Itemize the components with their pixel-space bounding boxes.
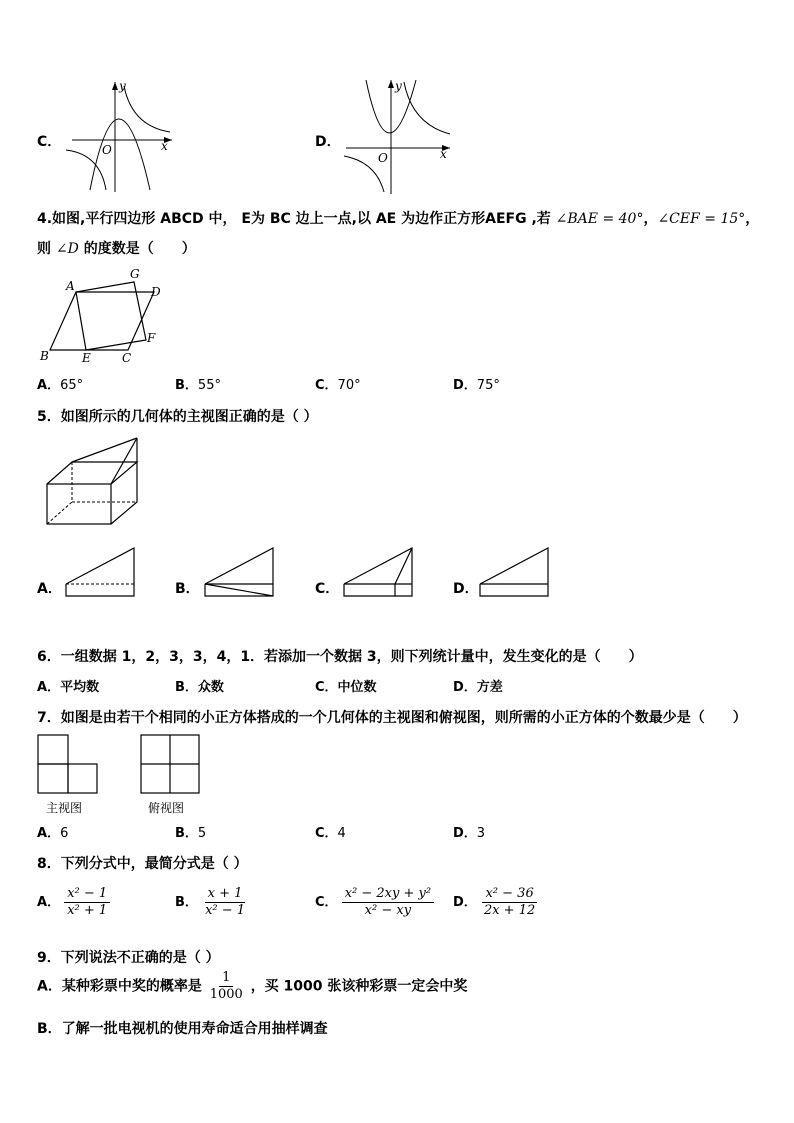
q6-stem: 6．一组数据 1，2，3，3，4，1．若添加一个数据 3，则下列统计量中，发生变化的是（ ）	[37, 649, 643, 665]
option-label: A．	[37, 378, 61, 393]
option-text: 6	[60, 826, 69, 841]
q3-option-c-label: C．	[37, 134, 62, 150]
option-label: D．	[453, 378, 477, 393]
q5-stem: 5．如图所示的几何体的主视图正确的是（ ）	[37, 409, 318, 425]
option-a-suffix: ，买 1000 张该种彩票一定会中奖	[250, 978, 468, 995]
q4-sep: ，	[643, 211, 658, 227]
q5-option-c-label: C．	[315, 581, 340, 597]
option-text: 65°	[60, 378, 84, 393]
q5-solid-figure	[44, 436, 144, 528]
q4-angle-cef: ∠CEF = 15°	[657, 211, 746, 227]
q6-option-c[interactable]	[315, 676, 377, 695]
q7-stem: 7．如图是由若干个相同的小正方体搭成的一个几何体的主视图和俯视图，则所需的小正方体的个数最少是（ ）	[37, 710, 747, 726]
q9-option-b[interactable]: B．了解一批电视机的使用寿命适合用抽样调查	[37, 1021, 328, 1037]
fraction	[64, 886, 110, 919]
q7-option-a[interactable]	[37, 822, 68, 841]
q6-option-d[interactable]	[453, 676, 503, 695]
q3-c-origin-label: O	[102, 143, 112, 157]
denominator: x² − 1	[205, 903, 246, 918]
q4-option-d[interactable]	[453, 374, 500, 393]
q4-label-g: G	[130, 267, 140, 281]
q3-graph-d	[338, 76, 460, 196]
option-label: D．	[453, 826, 477, 841]
denominator: 1000	[209, 987, 243, 1002]
q9-option-a[interactable]	[37, 970, 467, 1003]
option-label: B．	[175, 378, 198, 393]
q5-option-b-label: B．	[175, 581, 200, 597]
q5-option-d-label: D．	[453, 581, 479, 597]
q3-d-x-label: x	[440, 147, 447, 161]
q4-label-b: B	[40, 349, 49, 363]
q5-option-c-view[interactable]	[342, 546, 414, 598]
option-text: 方差	[476, 680, 503, 695]
q6-option-a[interactable]	[37, 676, 99, 695]
q3-graph-c	[60, 78, 185, 196]
option-label: C．	[315, 895, 338, 910]
numerator: x + 1	[205, 886, 246, 903]
q7-option-d[interactable]	[453, 822, 485, 841]
q7-front-view-caption: 主视图	[46, 801, 83, 815]
numerator: x² − 1	[64, 886, 110, 903]
q7-front-view	[37, 734, 99, 796]
fraction	[481, 886, 538, 919]
q8-option-a[interactable]	[37, 886, 110, 919]
option-label: B．	[175, 826, 198, 841]
q4-angle-d: ∠D	[55, 241, 79, 257]
option-text: 5	[197, 826, 207, 841]
q5-option-d-view[interactable]	[478, 546, 550, 598]
q4-label-c: C	[122, 351, 132, 365]
q4-stem-part3: 的度数是（ ）	[83, 241, 196, 257]
denominator: x² − xy	[364, 903, 412, 918]
q4-stem-part1: 4.如图,平行四边形 ABCD 中， E为 BC 边上一点,以 AE 为边作正方形AEFG ,若	[37, 211, 551, 227]
option-text: 75°	[476, 378, 500, 393]
option-text: 3	[476, 826, 486, 841]
option-a-prefix: A．某种彩票中奖的概率是	[37, 978, 202, 995]
option-text: 平均数	[60, 680, 100, 695]
q4-stem	[37, 208, 759, 228]
q4-label-d: D	[151, 285, 161, 299]
option-text: 4	[337, 826, 346, 841]
q4-label-a: A	[66, 279, 75, 293]
q7-top-view-caption: 俯视图	[148, 801, 185, 815]
q8-stem: 8．下列分式中，最简分式是（ ）	[37, 856, 248, 872]
option-text: 70°	[337, 378, 361, 393]
option-label: B．	[175, 895, 198, 910]
q4-stem-part2: 则	[37, 241, 51, 257]
q3-d-origin-label: O	[378, 151, 388, 165]
denominator: 2x + 12	[483, 903, 536, 918]
q7-option-c[interactable]	[315, 822, 346, 841]
q4-parallelogram-figure	[36, 266, 166, 366]
q5-option-b-view[interactable]	[203, 546, 275, 598]
q4-option-a[interactable]	[37, 374, 83, 393]
q3-c-y-label: y	[119, 79, 126, 93]
q4-label-f: F	[147, 331, 156, 345]
q5-option-a-label: A．	[37, 581, 62, 597]
q4-angle-bae: ∠BAE = 40°	[555, 211, 644, 227]
q4-option-c[interactable]	[315, 374, 361, 393]
q3-option-d-label: D．	[315, 134, 341, 150]
option-text: 55°	[197, 378, 221, 393]
option-text: 中位数	[337, 680, 377, 695]
option-label: A．	[37, 680, 61, 695]
option-label: A．	[37, 826, 61, 841]
q7-option-b[interactable]	[175, 822, 206, 841]
option-label: B．	[175, 680, 198, 695]
fraction	[202, 886, 248, 919]
option-label: D．	[453, 680, 477, 695]
q7-top-view	[140, 734, 202, 796]
q4-label-e: E	[82, 351, 91, 365]
fraction	[342, 886, 434, 919]
q8-option-c[interactable]	[315, 886, 434, 919]
option-label: D．	[453, 895, 477, 910]
q4-stem-line2	[37, 238, 196, 258]
option-label: C．	[315, 378, 338, 393]
numerator: x² − 2xy + y²	[342, 886, 434, 903]
q8-option-d[interactable]	[453, 886, 538, 919]
q6-option-b[interactable]	[175, 676, 224, 695]
option-label: C．	[315, 826, 338, 841]
q4-option-b[interactable]	[175, 374, 221, 393]
q8-option-b[interactable]	[175, 886, 248, 919]
denominator: x² + 1	[67, 903, 108, 918]
q3-d-y-label: y	[395, 79, 402, 93]
probability-fraction	[207, 970, 246, 1003]
option-label: A．	[37, 895, 61, 910]
q4-sep2: ，	[745, 211, 760, 227]
q5-option-a-view[interactable]	[64, 546, 136, 598]
numerator: 1	[219, 970, 233, 987]
q3-c-x-label: x	[161, 139, 168, 153]
option-text: 众数	[197, 680, 224, 695]
option-label: C．	[315, 680, 338, 695]
q9-stem: 9．下列说法不正确的是（ ）	[37, 950, 220, 966]
numerator: x² − 36	[482, 886, 536, 903]
